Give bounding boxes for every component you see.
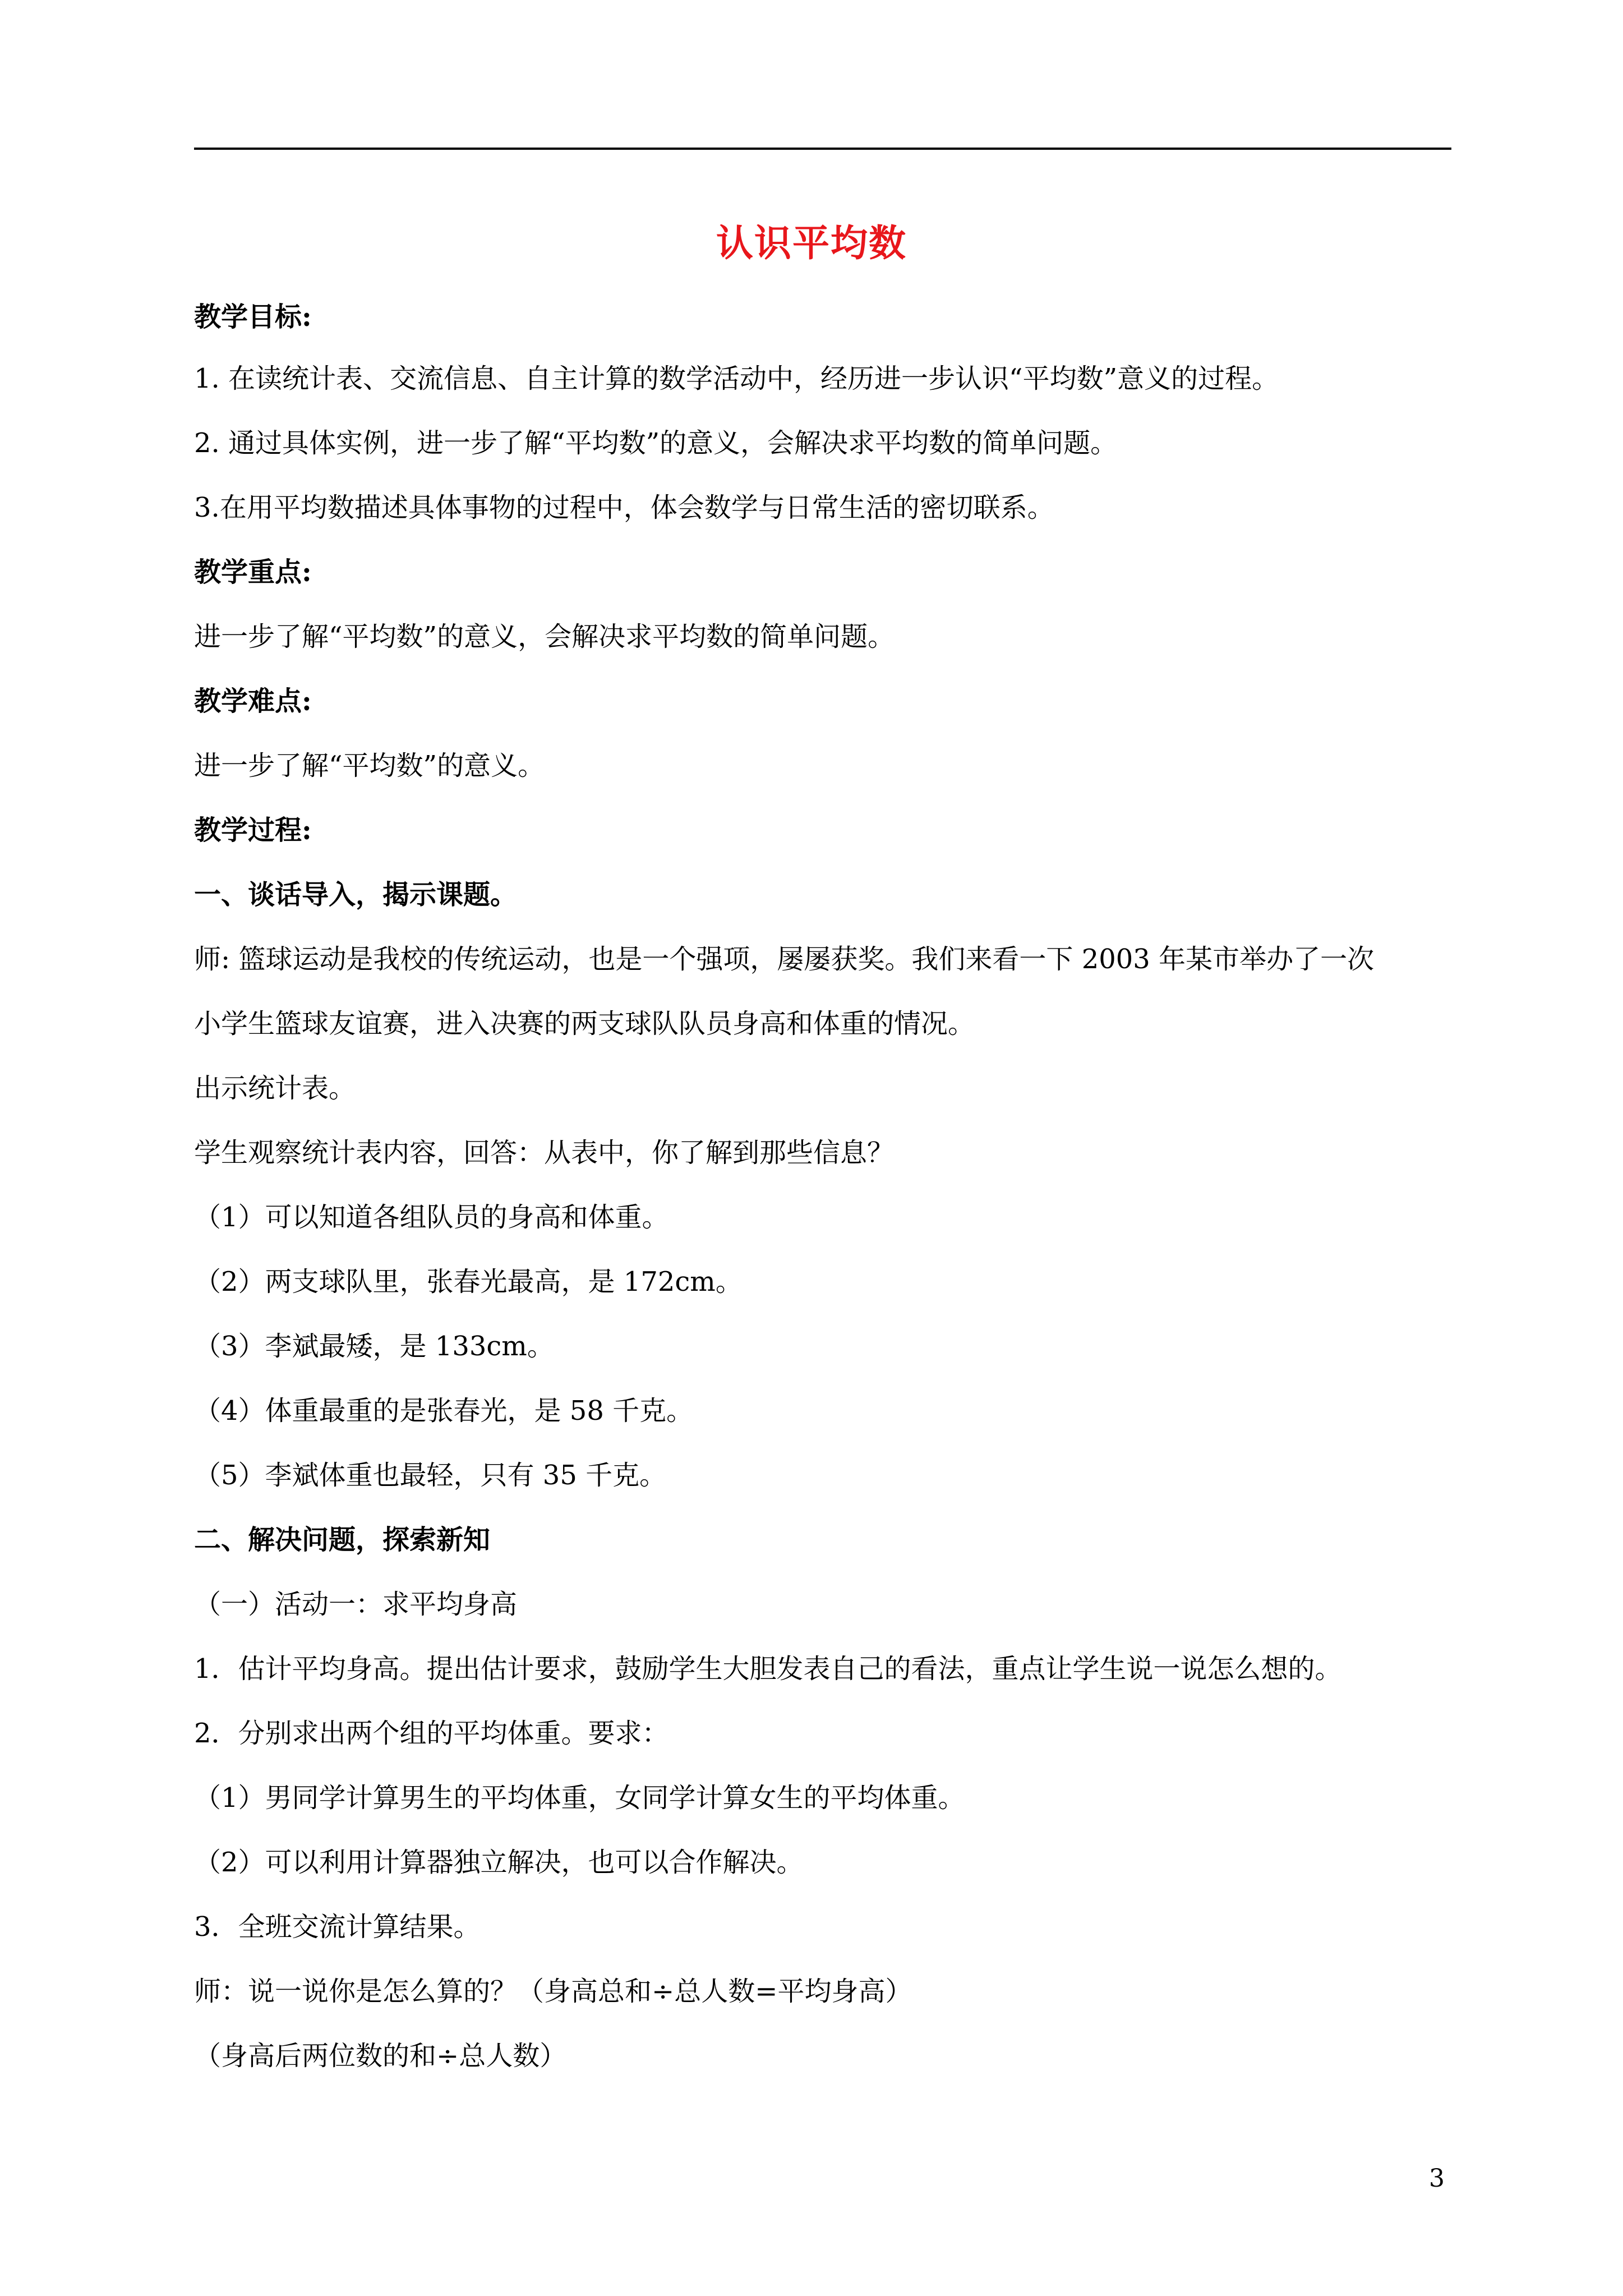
list-item: （2）可以利用计算器独立解决，也可以合作解决。 bbox=[194, 1847, 804, 1878]
paragraph-line: （身高后两位数的和÷总人数） bbox=[194, 2040, 567, 2072]
activity-heading: （一）活动一：求平均身高 bbox=[194, 1589, 518, 1620]
paragraph-line: 师：说一说你是怎么算的？（身高总和÷总人数=平均身高） bbox=[194, 1976, 912, 2007]
list-item: 3．全班交流计算结果。 bbox=[194, 1911, 481, 1943]
list-item: （1）可以知道各组队员的身高和体重。 bbox=[194, 1202, 669, 1233]
paragraph-line: 学生观察统计表内容，回答：从表中，你了解到那些信息？ bbox=[194, 1137, 895, 1168]
goal-2: 2. 通过具体实例，进一步了解“平均数”的意义，会解决求平均数的简单问题。 bbox=[194, 427, 1118, 459]
heading-teaching-goals: 教学目标: bbox=[194, 301, 312, 333]
list-item: （4）体重最重的是张春光，是 58 千克。 bbox=[194, 1395, 694, 1427]
section-1-heading: 一、谈话导入，揭示课题。 bbox=[194, 879, 518, 910]
paragraph-line: 出示统计表。 bbox=[194, 1073, 356, 1104]
page-number: 3 bbox=[1429, 2164, 1445, 2193]
difficulty-text: 进一步了解“平均数”的意义。 bbox=[194, 750, 545, 781]
goal-1: 1. 在读统计表、交流信息、自主计算的数学活动中，经历进一步认识“平均数”意义的过程。 bbox=[194, 363, 1279, 394]
goal-3: 3.在用平均数描述具体事物的过程中，体会数学与日常生活的密切联系。 bbox=[194, 492, 1054, 523]
list-item: 1．估计平均身高。提出估计要求，鼓励学生大胆发表自己的看法，重点让学生说一说怎么想的。 bbox=[194, 1653, 1342, 1685]
document-title: 认识平均数 bbox=[716, 221, 907, 265]
header-rule bbox=[194, 148, 1451, 150]
list-item: （3）李斌最矮，是 133cm。 bbox=[194, 1331, 554, 1362]
list-item: 2．分别求出两个组的平均体重。要求： bbox=[194, 1718, 669, 1749]
paragraph-line: 小学生篮球友谊赛，进入决赛的两支球队队员身高和体重的情况。 bbox=[194, 1008, 975, 1039]
key-point-text: 进一步了解“平均数”的意义，会解决求平均数的简单问题。 bbox=[194, 621, 895, 652]
paragraph-line: 师: 篮球运动是我校的传统运动，也是一个强项，屡屡获奖。我们来看一下 2003 年某市举办了一次 bbox=[194, 944, 1375, 975]
heading-key-points: 教学重点: bbox=[194, 556, 312, 588]
heading-difficulties: 教学难点: bbox=[194, 685, 312, 717]
list-item: （1）男同学计算男生的平均体重，女同学计算女生的平均体重。 bbox=[194, 1782, 965, 1814]
section-2-heading: 二、解决问题，探索新知 bbox=[194, 1524, 491, 1556]
heading-process: 教学过程: bbox=[194, 815, 312, 846]
list-item: （5）李斌体重也最轻，只有 35 千克。 bbox=[194, 1460, 667, 1491]
list-item: （2）两支球队里，张春光最高，是 172cm。 bbox=[194, 1266, 743, 1297]
